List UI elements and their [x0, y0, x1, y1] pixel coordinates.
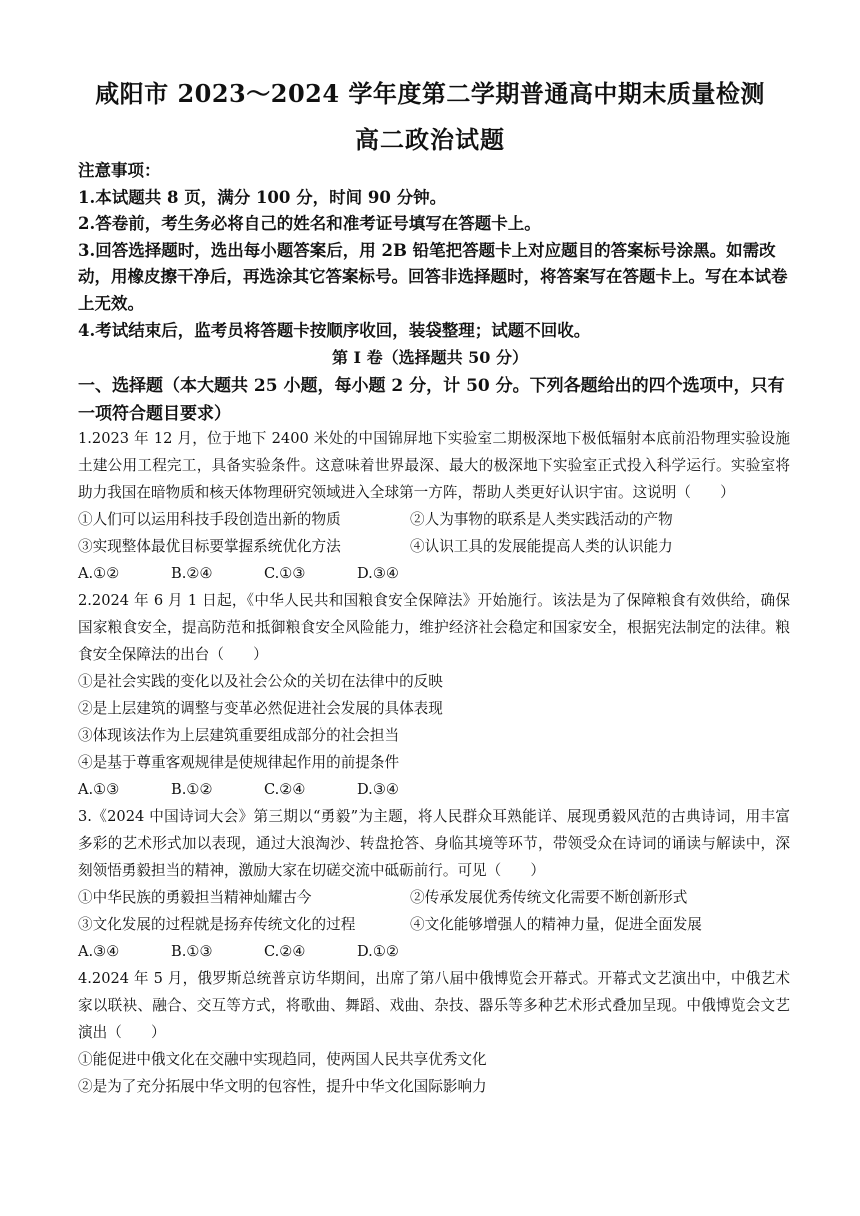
- answer-choice: A.①②: [78, 565, 120, 582]
- option-item: ①人们可以运用科技手段创造出新的物质: [78, 511, 341, 528]
- option-item: ③文化发展的过程就是扬弃传统文化的过程: [78, 916, 356, 933]
- note-item: 4.考试结束后，监考员将答题卡按顺序收回，装袋整理；试题不回收。: [78, 320, 591, 340]
- answer-choice: A.③④: [78, 943, 120, 960]
- option-item: ②是上层建筑的调整与变革必然促进社会发展的具体表现: [78, 700, 443, 717]
- notes-block: [78, 158, 790, 344]
- section-title: 第 I 卷（选择题共 50 分）: [331, 348, 529, 367]
- question-stem: 4.2024 年 5 月，俄罗斯总统普京访华期间，出席了第八届中俄博览会开幕式。开幕式文艺演出中，中俄艺术家以联袂、融合、交互等方式，将歌曲、舞蹈、戏曲、杂技、器乐等多种艺术形式叠加呈现。中俄博览会文艺演出（ ）: [78, 970, 790, 1041]
- option-item: ③实现整体最优目标要掌握系统优化方法: [78, 538, 341, 555]
- answer-choice: A.①③: [78, 781, 120, 798]
- option-row: [78, 533, 790, 560]
- answer-choice: D.③④: [357, 781, 399, 798]
- option-item: ③体现该法作为上层建筑重要组成部分的社会担当: [78, 727, 400, 744]
- option-item: ④文化能够增强人的精神力量，促进全面发展: [410, 916, 702, 933]
- option-row: [78, 506, 790, 533]
- answer-row: [78, 938, 790, 965]
- option-row: [78, 884, 790, 911]
- option-item: ②是为了充分拓展中华文明的包容性，提升中华文化国际影响力: [78, 1078, 487, 1095]
- option-item: ②人为事物的联系是人类实践活动的产物: [410, 511, 673, 528]
- question-stem: 3.《2024 中国诗词大会》第三期以“勇毅”为主题，将人民群众耳熟能详、展现勇毅风范的古典诗词，用丰富多彩的艺术形式加以表现，通过大浪淘沙、转盘抢答、身临其境等环节，带领受众在诗词的诵读与解读中，深刻领悟勇毅担当的精神，激励大家在切磋交流中砥砺前行。可见（ ）: [78, 808, 790, 879]
- exam-subtitle: 高二政治试题: [355, 125, 505, 154]
- part-heading: 一、选择题（本大题共 25 小题，每小题 2 分，计 50 分。下列各题给出的四个选项中，只有一项符合题目要求）: [78, 376, 785, 424]
- option-row: [78, 911, 790, 938]
- question-3: [78, 803, 790, 965]
- answer-choice: C.②④: [264, 781, 306, 798]
- answer-row: [78, 776, 790, 803]
- answer-row: [78, 560, 790, 587]
- option-item: ④认识工具的发展能提高人类的认识能力: [410, 538, 673, 555]
- exam-title: 咸阳市 2023～2024 学年度第二学期普通高中期末质量检测: [95, 79, 765, 108]
- questions-list: [78, 425, 790, 1100]
- answer-choice: C.①③: [264, 565, 306, 582]
- answer-choice: B.①③: [171, 943, 213, 960]
- option-item: ①能促进中俄文化在交融中实现趋同，使两国人民共享优秀文化: [78, 1051, 487, 1068]
- notes-heading: 注意事项：: [78, 161, 161, 180]
- option-item: ②传承发展优秀传统文化需要不断创新形式: [410, 889, 688, 906]
- question-2: [78, 587, 790, 803]
- answer-choice: C.②④: [264, 943, 306, 960]
- answer-choice: D.③④: [357, 565, 399, 582]
- option-item: ①中华民族的勇毅担当精神灿耀古今: [78, 889, 312, 906]
- answer-choice: D.①②: [357, 943, 399, 960]
- question-stem: 1.2023 年 12 月，位于地下 2400 米处的中国锦屏地下实验室二期极深地下极低辐射本底前沿物理实验设施土建公用工程完工，具备实验条件。这意味着世界最深、最大的极深地下实验室正式投入科学运行。实验室将助力我国在暗物质和核天体物理研究领域进入全球第一方阵，帮助人类更好认识宇宙。这说明（ ）: [78, 430, 790, 501]
- question-1: [78, 425, 790, 587]
- option-item: ①是社会实践的变化以及社会公众的关切在法律中的反映: [78, 673, 443, 690]
- note-item: 3.回答选择题时，选出每小题答案后，用 2B 铅笔把答题卡上对应题目的答案标号涂黑。如需改动，用橡皮擦干净后，再选涂其它答案标号。回答非选择题时，将答案写在答题卡上。写在本试卷上无效。: [78, 240, 788, 313]
- question-4: [78, 965, 790, 1100]
- answer-choice: B.①②: [171, 781, 213, 798]
- note-item: 2.答卷前，考生务必将自己的姓名和准考证号填写在答题卡上。: [78, 214, 541, 234]
- note-item: 1.本试题共 8 页，满分 100 分，时间 90 分钟。: [78, 187, 447, 207]
- answer-choice: B.②④: [171, 565, 213, 582]
- option-item: ④是基于尊重客观规律是使规律起作用的前提条件: [78, 754, 400, 771]
- question-stem: 2.2024 年 6 月 1 日起，《中华人民共和国粮食安全保障法》开始施行。该法是为了保障粮食有效供给，确保国家粮食安全，提高防范和抵御粮食安全风险能力，维护经济社会稳定和国家安全，根据宪法制定的法律。粮食安全保障法的出台（ ）: [78, 592, 790, 663]
